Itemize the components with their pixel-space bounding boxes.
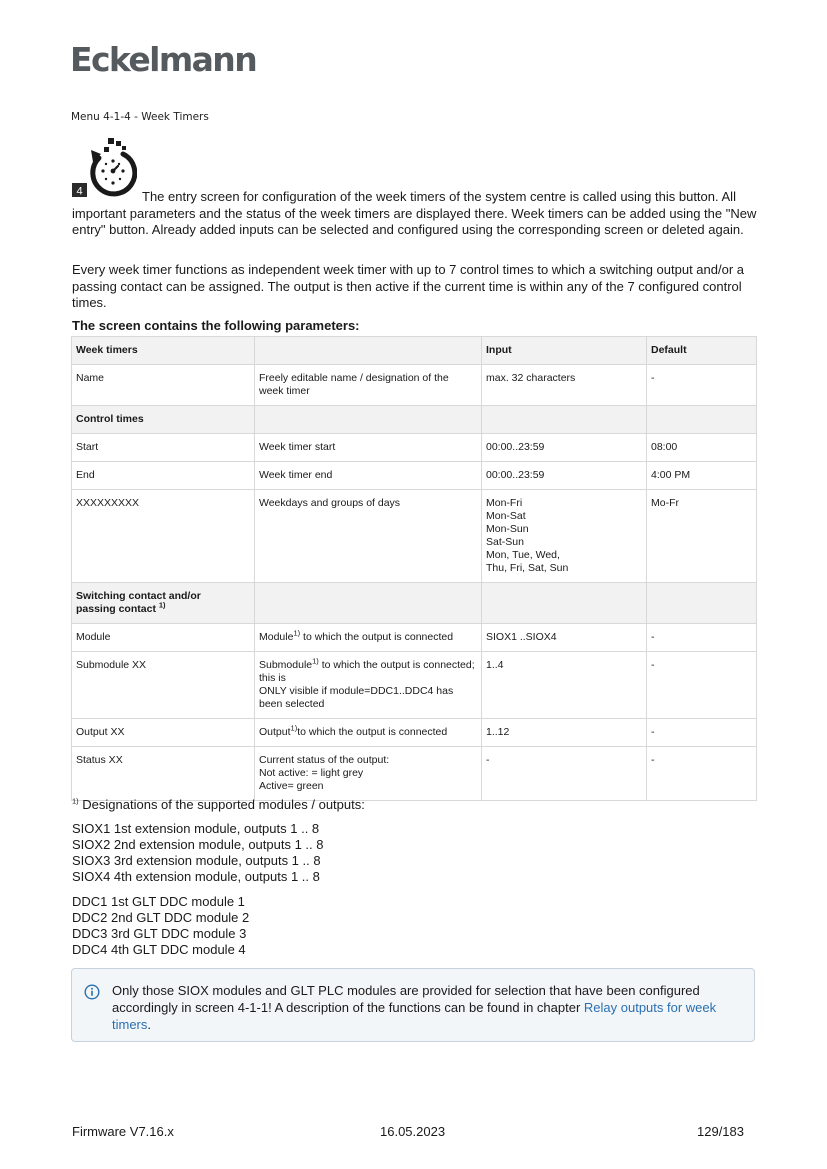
cell-parameter: Output XX [72,719,255,747]
cell-default: Mo-Fr [647,490,757,583]
list-item: DDC1 1st GLT DDC module 1 [72,894,245,909]
note-text: Only those SIOX modules and GLT PLC modules are provided for selection that have been configured accordingly in screen 4-1-1! A description of the functions can be found in chapter Relay outputs for week timers. [112,983,717,1032]
list-item: SIOX4 4th extension module, outputs 1 .. 8 [72,869,320,884]
ddc-list [72,894,365,958]
cell-description: Week timer start [255,434,482,462]
cell-parameter: Start [72,434,255,462]
footnote-title: $^{1)}$ Designations of the supported modules / outputs: [72,796,365,812]
cell-default: 08:00 [647,434,757,462]
section-title: Switching contact and/or passing contact $^{1)}$ [72,583,255,624]
cell-description: Weekdays and groups of days [255,490,482,583]
cell-default: - [647,652,757,719]
section-row-control-times [72,406,757,434]
cell-input: 00:00..23:59 [482,434,647,462]
section-row-switching-contact [72,583,757,624]
siox-list [72,821,365,885]
cell-parameter: Name [72,365,255,406]
info-icon [84,984,100,1000]
table-row [72,462,757,490]
header-input: Input [482,337,647,365]
cell-parameter: Module [72,624,255,652]
cell-input: 1..4 [482,652,647,719]
table-row [72,434,757,462]
intro-paragraph-2: Every week timer functions as independent week timer with up to 7 control times to which a switching output and/or a passing contact can be assigned. The output is then active if the current time is within any of the 7 configured control times. [72,262,745,310]
relay-outputs-link[interactable]: Relay outputs for week timers [112,1000,717,1032]
list-item: SIOX2 2nd extension module, outputs 1 .. 8 [72,837,324,852]
cell-description: Current status of the output: Not active: = light grey Active= green [255,747,482,801]
section-title: Control times [72,406,255,434]
table-row [72,652,757,719]
day-option: Thu, Fri, Sat, Sun [486,562,569,574]
cell-description: Week timer end [255,462,482,490]
cell-parameter: Submodule XX [72,652,255,719]
header-description [255,337,482,365]
table-row [72,624,757,652]
list-item: SIOX3 3rd extension module, outputs 1 .. 8 [72,853,321,868]
cell-default: - [647,624,757,652]
day-option: Mon-Sun [486,523,529,535]
list-item: DDC2 2nd GLT DDC module 2 [72,910,250,925]
cell-default: 4:00 PM [647,462,757,490]
day-option: Sat-Sun [486,536,524,548]
footer-page-number: 129/183 [697,1124,744,1139]
parameters-table [71,336,757,801]
cell-input: 00:00..23:59 [482,462,647,490]
table-header-row [72,337,757,365]
module-designations [72,797,365,958]
intro-paragraph-1: The entry screen for configuration of the week timers of the system centre is called using this button. All important parameters and the status of the week timers are displayed there. Week timers can be added using the "New entry" button. Already added inputs can be selected and configured using the corresponding screen or deleted again. [72,189,757,237]
cell-parameter: Status XX [72,747,255,801]
cell-input [482,490,647,583]
cell-description: Output$^{1)}$to which the output is connected [255,719,482,747]
table-row [72,490,757,583]
cell-input: SIOX1 ..SIOX4 [482,624,647,652]
menu-badge-number: 4 [76,185,83,198]
company-logo: Eckelmann [70,40,257,79]
cell-input: 1..12 [482,719,647,747]
day-option: Mon, Tue, Wed, [486,549,560,561]
table-row [72,365,757,406]
cell-input: max. 32 characters [482,365,647,406]
cell-description: Submodule$^{1)}$ to which the output is connected; this is ONLY visible if module=DDC1..DDC4 has been selected [255,652,482,719]
cell-parameter: End [72,462,255,490]
footer-firmware: Firmware V7.16.x [72,1124,174,1139]
day-option: Mon-Sat [486,510,526,522]
day-option: Mon-Fri [486,497,523,509]
cell-default: - [647,747,757,801]
cell-input: - [482,747,647,801]
table-row [72,747,757,801]
cell-parameter: XXXXXXXXX [72,490,255,583]
cell-description: Module$^{1)}$ to which the output is connected [255,624,482,652]
table-heading: The screen contains the following parameters: [72,318,360,333]
breadcrumb: Menu 4-1-4 - Week Timers [71,111,209,123]
info-note [71,968,755,1042]
table-row [72,719,757,747]
header-default: Default [647,337,757,365]
header-week-timers: Week timers [72,337,255,365]
list-item: DDC4 4th GLT DDC module 4 [72,942,246,957]
cell-description: Freely editable name / designation of the week timer [255,365,482,406]
cell-default: - [647,719,757,747]
cell-default: - [647,365,757,406]
list-item: SIOX1 1st extension module, outputs 1 .. 8 [72,821,320,836]
footer-date: 16.05.2023 [380,1124,446,1139]
list-item: DDC3 3rd GLT DDC module 3 [72,926,247,941]
